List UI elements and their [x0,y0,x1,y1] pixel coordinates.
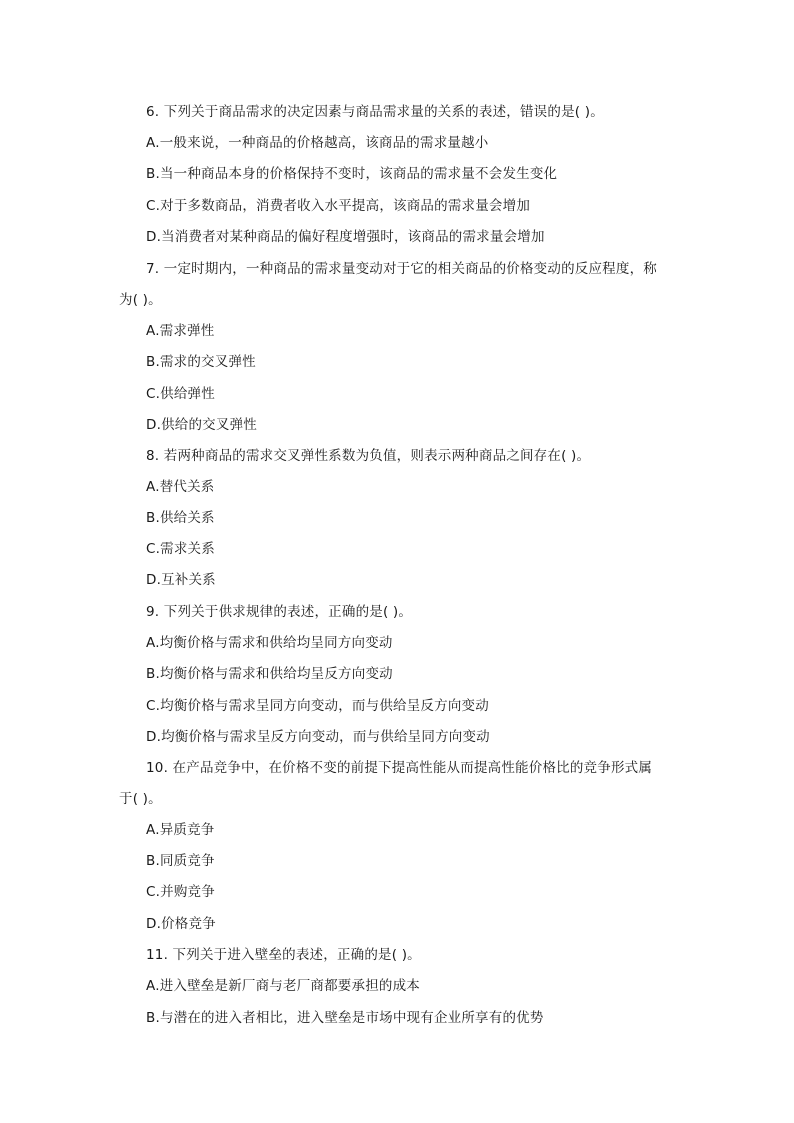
question-6-option-c: C.对于多数商品，消费者收入水平提高，该商品的需求量会增加 [146,198,531,214]
question-6-option-b: B.当一种商品本身的价格保持不变时，该商品的需求量不会发生变化 [146,166,558,182]
question-6-option-d: D.当消费者对某种商品的偏好程度增强时，该商品的需求量会增加 [146,229,545,245]
question-9-option-a: A.均衡价格与需求和供给均呈同方向变动 [146,635,393,651]
question-7-stem: 7. 一定时期内，一种商品的需求量变动对于它的相关商品的价格变动的反应程度，称 [146,261,657,277]
question-6-stem: 6. 下列关于商品需求的决定因素与商品需求量的关系的表述，错误的是( )。 [146,104,604,120]
question-8-stem: 8. 若两种商品的需求交叉弹性系数为负值，则表示两种商品之间存在( )。 [146,448,591,464]
question-7-stem-cont: 为( )。 [119,292,162,308]
question-10-option-b: B.同质竞争 [146,853,215,869]
question-8-option-a: A.替代关系 [146,479,215,495]
question-10-stem: 10. 在产品竞争中，在价格不变的前提下提高性能从而提高性能价格比的竞争形式属 [146,760,653,776]
question-9-option-b: B.均衡价格与需求和供给均呈反方向变动 [146,666,393,682]
question-7-option-c: C.供给弹性 [146,386,215,402]
question-9-stem: 9. 下列关于供求规律的表述，正确的是( )。 [146,604,413,620]
question-7-option-a: A.需求弹性 [146,323,215,339]
question-9-option-c: C.均衡价格与需求呈同方向变动，而与供给呈反方向变动 [146,698,489,714]
question-11-stem: 11. 下列关于进入壁垒的表述，正确的是( )。 [146,947,421,963]
question-8-option-c: C.需求关系 [146,541,215,557]
question-7-option-b: B.需求的交叉弹性 [146,354,256,370]
question-10-option-d: D.价格竞争 [146,916,216,932]
question-8-option-b: B.供给关系 [146,510,215,526]
question-11-option-b: B.与潜在的进入者相比，进入壁垒是市场中现有企业所享有的优势 [146,1010,544,1026]
question-10-stem-cont: 于( )。 [119,791,162,807]
question-9-option-d: D.均衡价格与需求呈反方向变动，而与供给呈同方向变动 [146,729,490,745]
question-10-option-a: A.异质竞争 [146,822,215,838]
question-8-option-d: D.互补关系 [146,572,216,588]
question-11-option-a: A.进入壁垒是新厂商与老厂商都要承担的成本 [146,978,420,994]
question-6-option-a: A.一般来说，一种商品的价格越高，该商品的需求量越小 [146,135,489,151]
question-10-option-c: C.并购竞争 [146,884,215,900]
question-7-option-d: D.供给的交叉弹性 [146,417,257,433]
